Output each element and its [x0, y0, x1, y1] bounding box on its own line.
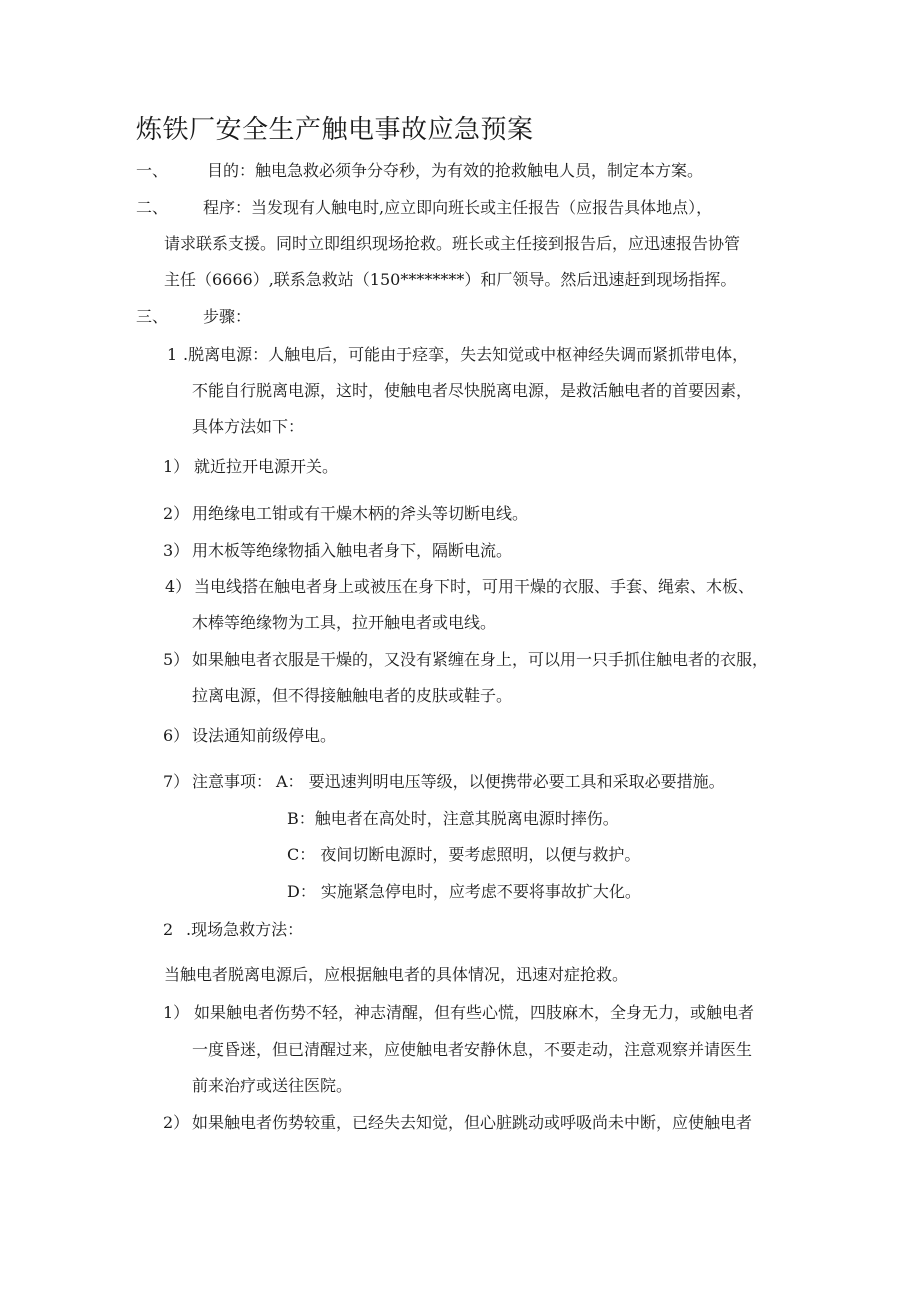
rescue-1-line-3: 前来治疗或送往医院。 [192, 1076, 353, 1095]
item-5-marker: 5） [163, 650, 190, 669]
item-4-line-2: 木棒等绝缘物为工具，拉开触电者或电线。 [192, 613, 497, 632]
item-6-line-1: 设法通知前级停电。 [192, 726, 337, 745]
section-3-marker: 三、 [136, 307, 169, 326]
notes-label: 注意事项： [192, 772, 273, 791]
item-6-marker: 6） [163, 726, 190, 745]
section-2-marker: 二、 [136, 198, 169, 217]
section-2-line-3: 主任（6666）,联系急救站（150********）和厂领导。然后迅速赶到现场指挥。 [164, 270, 737, 289]
step-1-marker: 1 [167, 345, 178, 364]
rescue-intro: 当触电者脱离电源后，应根据触电者的具体情况，迅速对症抢救。 [164, 965, 629, 984]
note-a: A： 要迅速判明电压等级，以便携带必要工具和采取必要措施。 [276, 772, 725, 791]
rescue-1-line-2: 一度昏迷，但已清醒过来，应使触电者安静休息，不要走动，注意观察并请医生 [192, 1040, 753, 1059]
section-3-text: 步骤： [203, 307, 252, 326]
step-2-marker: 2 [163, 920, 174, 939]
note-d: D： 实施紧急停电时，应考虑不要将事故扩大化。 [287, 882, 641, 901]
rescue-2-line-1: 如果触电者伤势较重，已经失去知觉，但心脏跳动或呼吸尚未中断，应使触电者 [192, 1113, 753, 1132]
item-2-marker: 2） [163, 504, 190, 523]
item-3-marker: 3） [163, 541, 190, 560]
section-2-line-1: 程序：当发现有人触电时,应立即向班长或主任报告（应报告具体地点）， [203, 198, 713, 217]
rescue-1-line-1: 如果触电者伤势不轻，神志清醒，但有些心慌，四肢麻木，全身无力，或触电者 [194, 1003, 755, 1022]
section-1-text: 目的：触电急救必须争分夺秒，为有效的抢救触电人员，制定本方案。 [207, 161, 704, 180]
item-5-line-2: 拉离电源，但不得接触触电者的皮肤或鞋子。 [192, 686, 513, 705]
item-4-marker: 4） [165, 577, 192, 596]
item-7-marker: 7） [163, 772, 190, 791]
item-1-marker: 1） [163, 457, 190, 476]
item-1-line-1: 就近拉开电源开关。 [194, 457, 339, 476]
section-2-line-2: 请求联系支援。同时立即组织现场抢救。班长或主任接到报告后，应迅速报告协管 [164, 234, 741, 253]
step-1-line-2: 不能自行脱离电源，这时，使触电者尽快脱离电源，是救活触电者的首要因素， [192, 381, 753, 400]
step-1-line-3: 具体方法如下： [192, 417, 305, 436]
note-c: C： 夜间切断电源时，要考虑照明，以便与救护。 [287, 845, 641, 864]
section-1-marker: 一、 [136, 161, 169, 180]
note-b: B：触电者在高处时，注意其脱离电源时摔伤。 [287, 809, 619, 828]
step-1-line-1: .脱离电源：人触电后，可能由于痉挛，失去知觉或中枢神经失调而紧抓带电体， [183, 345, 749, 364]
item-3-line-1: 用木板等绝缘物插入触电者身下，隔断电流。 [192, 541, 513, 560]
rescue-1-marker: 1） [163, 1003, 190, 1022]
step-2-text: .现场急救方法： [186, 920, 304, 939]
item-5-line-1: 如果触电者衣服是干燥的，又没有紧缠在身上，可以用一只手抓住触电者的衣服， [192, 650, 769, 669]
rescue-2-marker: 2） [163, 1113, 190, 1132]
item-4-line-1: 当电线搭在触电者身上或被压在身下时，可用干燥的衣服、手套、绳索、木板、 [194, 577, 755, 596]
document-title: 炼铁厂安全生产触电事故应急预案 [136, 115, 534, 145]
item-2-line-1: 用绝缘电工钳或有干燥木柄的斧头等切断电线。 [192, 504, 529, 523]
